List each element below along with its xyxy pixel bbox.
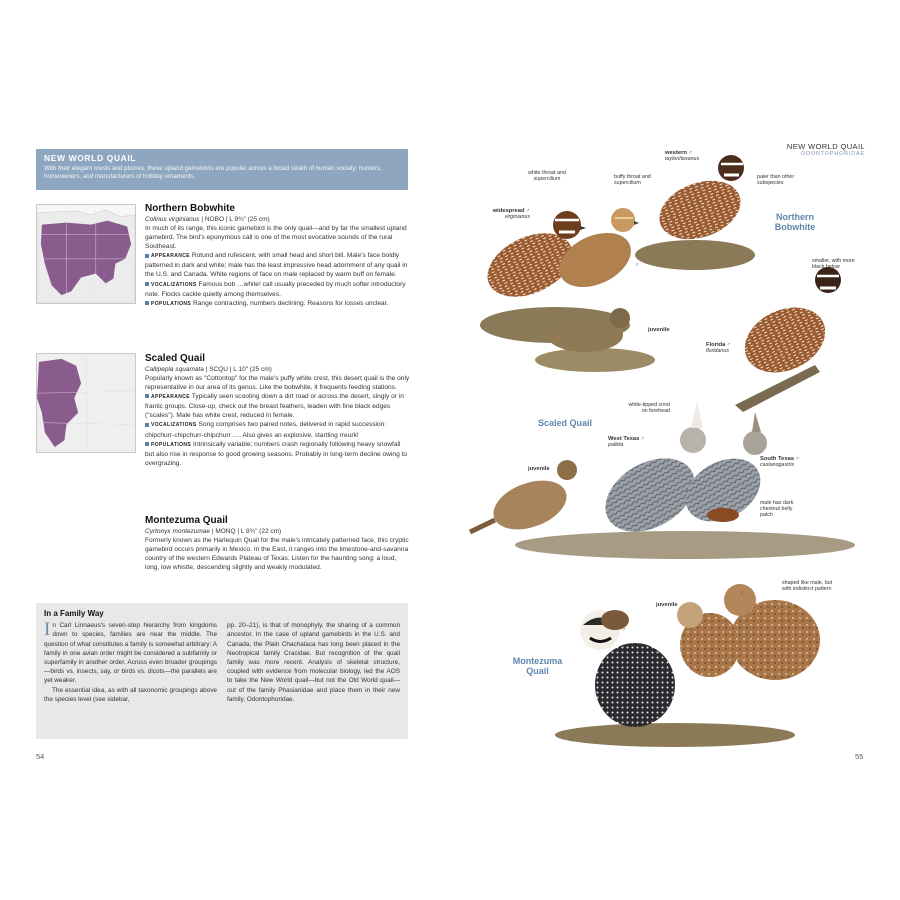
species-intro: Formerly known as the Harlequin Quail for the male's intricately patterned face, this cryptic gamebird occurs primarily in Mexico. In the East, it ranges into the limestone-and-savanna country of the western Edwards Plateau of Texas. Listen for the haunting song: a loud, long, low whistle, descending slightly and weakly modulated.: [145, 537, 409, 572]
annotation-juvenile-scaled: [528, 466, 550, 472]
annotation-florida-name: Florida: [706, 342, 726, 348]
male-symbol: ♂: [640, 436, 645, 442]
bird-bobwhite-western: [651, 155, 748, 250]
species-name: Montezuma Quail: [145, 515, 228, 526]
annotation-white-tipped: white-tipped crest on forehead: [628, 402, 670, 415]
species-scientific: [145, 365, 411, 374]
species-appearance: [145, 392, 411, 420]
bullet-square: [145, 394, 149, 398]
annotation-widespread-name: widespread: [492, 208, 525, 214]
annotation-juvenile-bobwhite: [648, 327, 670, 333]
species-populations: [145, 440, 411, 468]
annotation-west-texas-name: West Texas: [608, 436, 640, 442]
male-symbol: ♂: [526, 208, 530, 214]
family-banner: [36, 149, 408, 190]
species-meta: | NOBO | L 9¾" (25 cm): [199, 216, 270, 223]
page-number-right: 55: [855, 752, 864, 761]
ground-patch: [555, 723, 795, 747]
page-number-left: 54: [36, 752, 45, 761]
male-symbol: ♂: [688, 150, 693, 156]
species-intro: In much of its range, this iconic gamebird is the only quail—and by far the smallest upland gamebird. The bird's eponymous call is one of the most evocative sounds of the rural Southeast.: [145, 225, 407, 251]
dropcap: I: [44, 619, 51, 641]
female-symbol: ♀: [635, 262, 639, 268]
annotation-smaller: smaller, with more black below: [812, 258, 855, 271]
bullet-square: [145, 442, 149, 446]
species-meta: | SCQU | L 10" (25 cm): [203, 366, 272, 373]
appearance-text: Typically seen scooting down a dirt road or across the desert, singly or in frantic groups. Close-up, check out the breast feathers, leaden with fine black edges ("scales"). Male has white crest, reduced in female.: [145, 393, 404, 420]
annotation-florida: [706, 342, 751, 354]
annotation-widespread: [475, 208, 530, 220]
appearance-text: Rotund and rufescent, with small head and short bill. Male's face boldly patterned in dark and white; male has the least impressive head adornment of any quail in the U.S. and Canada. White regions of face on male replaced by warm buff on female.: [145, 252, 408, 279]
annotation-white-throat: white throat and supercilium: [528, 170, 566, 183]
species-vocalizations: [145, 420, 411, 439]
species-scientific: [145, 527, 411, 536]
annotation-west-texas: [608, 436, 658, 448]
annotation-western: [665, 150, 725, 162]
sidebar-family-way: [36, 603, 408, 739]
running-header-latin: ODONTOPHORIDAE: [801, 151, 865, 157]
ground-patch: [635, 240, 755, 270]
sidebar-column-2: pp. 20–21), is that of monophyly, the sharing of a common ancestor. In the case of upland gamebirds in the U.S. and Canada, the Plain Chachalaca has long been placed in the Neotropical family Cracidae. But recognition of the quail family was more recent. Analysis of skeletal structure, coupled with evidence from molecular biology, led the AOS to take the New World quail—but not the Old World quail—out of the family Phasianidae and place them in their new family, Odontophoridae.: [227, 622, 400, 703]
bird-scaled-juvenile: [470, 460, 577, 539]
annotation-juvenile-scaled-name: juvenile: [528, 466, 550, 472]
ground-rocks: [515, 531, 855, 559]
vocal-label: VOCALIZATIONS: [151, 422, 197, 429]
bird-montezuma-male: [580, 610, 675, 727]
plate-title-scaled: Scaled Quail: [538, 418, 593, 428]
annotation-male-dark: male has dark chestnut belly patch: [760, 500, 794, 519]
bird-montezuma-female: [724, 584, 820, 680]
pop-label: POPULATIONS: [151, 300, 192, 307]
sidebar-col1b-text: The essential idea, as with all taxonomic groupings above the species level (see sidebar,: [44, 686, 217, 703]
species-appearance: [145, 251, 411, 279]
annotation-south-texas-name: South Texas: [760, 456, 795, 462]
species-scientific: [145, 215, 411, 224]
bullet-square: [145, 282, 149, 286]
annotation-western-sci: taylori/texanus: [665, 156, 700, 163]
running-header-family: NEW WORLD QUAIL: [786, 142, 865, 151]
annotation-juvenile-montezuma: [656, 602, 678, 608]
annotation-juvenile-montezuma-name: juvenile: [656, 602, 678, 608]
bullet-square: [145, 254, 149, 258]
species-populations: [145, 299, 411, 309]
male-symbol: ♂: [726, 342, 731, 348]
species-entry-montezuma: [145, 515, 411, 572]
vocal-text: Famous bob …white! call usually preceded by much softer introductory note. Flocks cackle quietly among themselves.: [145, 280, 406, 298]
bullet-square: [145, 423, 149, 427]
pop-text: Intrinsically variable; numbers crash regionally following heavy snowfall but also rise in response to good growing seasons. Probably in long-term decline owing to overgrazing.: [145, 440, 408, 467]
female-symbol: ♀: [740, 590, 744, 596]
plate-title-montezuma: Montezuma Quail: [512, 656, 563, 676]
range-map-bobwhite-graphic: [37, 205, 135, 303]
species-meta: | MONQ | L 8¾" (22 cm): [210, 528, 282, 535]
vocal-text: Song comprises two paired notes, delivered in rapid succession: chipchurr-chipchurr-chipchurr …. Also gives an explosive, startling rreurk!: [145, 421, 387, 439]
species-name: Scaled Quail: [145, 353, 206, 364]
annotation-shaped: shaped like male, but with indistinct pattern: [782, 580, 833, 593]
male-symbol: ♂: [795, 456, 800, 462]
sci-name: Cyrtonyx montezumae: [145, 528, 211, 535]
sidebar-column-1: [44, 621, 217, 704]
range-map-scaled-graphic: [37, 354, 135, 452]
species-entry-bobwhite: [145, 203, 411, 309]
species-intro: Popularly known as "Cottontop" for the male's puffy white crest, this desert quail is the only representative in our area of its genus. Like the bobwhite, it frequents feeding stations.: [145, 375, 410, 392]
annotation-florida-sci: floridanus: [706, 348, 729, 355]
sci-name: Colinus virginianus: [145, 216, 200, 223]
family-description: With their elegant crests and plumes, these upland gamebirds are popular across a broad swath of human society: hunters, homeowners, and manufacturers of holiday ornaments.: [44, 165, 382, 181]
male-symbol: ♂: [622, 627, 626, 633]
range-map-bobwhite: [36, 204, 136, 304]
annotation-juvenile-bobwhite-name: juvenile: [648, 327, 670, 333]
annotation-paler: paler than other subspecies: [757, 174, 795, 187]
sidebar-columns: [44, 621, 400, 704]
pop-text: Range contracting, numbers declining. Reasons for losses unclear.: [191, 299, 389, 307]
family-title: NEW WORLD QUAIL: [44, 153, 137, 163]
ground-patch: [535, 348, 655, 372]
annotation-buffy: buffy throat and supercilium: [614, 174, 651, 187]
bird-scaled-west-texas: [592, 402, 707, 547]
range-map-scaled: [36, 353, 136, 453]
sci-name: Callipepla squamata: [145, 366, 204, 373]
sidebar-title: In a Family Way: [44, 609, 104, 618]
species-entry-scaled: [145, 353, 411, 468]
vocal-label: VOCALIZATIONS: [151, 281, 197, 288]
appearance-label: APPEARANCE: [151, 394, 191, 401]
annotation-western-name: western: [665, 150, 687, 156]
species-vocalizations: [145, 280, 411, 299]
bullet-square: [145, 301, 149, 305]
annotation-south-texas-sci: castanogastris: [760, 462, 795, 469]
annotation-widespread-sci: virginianus: [504, 214, 530, 221]
bird-bobwhite-florida: [734, 267, 841, 385]
appearance-label: APPEARANCE: [151, 253, 191, 260]
plate-title-bobwhite: Northern Bobwhite: [774, 212, 816, 232]
sidebar-col1-text: n Carl Linnaeus's seven-step hierarchy from kingdoms down to species, families are near the middle. The question of what constitutes a family is somewhat arbitrary: A family in one avian order might be considered a subfamily or superfamily in another order. Across even broader groupings—birds vs. insects, say, or birds vs. dicots—the parallels are yet weaker.: [44, 622, 217, 685]
species-name: Northern Bobwhite: [145, 203, 235, 214]
annotation-south-texas: [760, 456, 815, 468]
annotation-west-texas-sci: pallida: [608, 442, 624, 449]
pop-label: POPULATIONS: [151, 441, 192, 448]
